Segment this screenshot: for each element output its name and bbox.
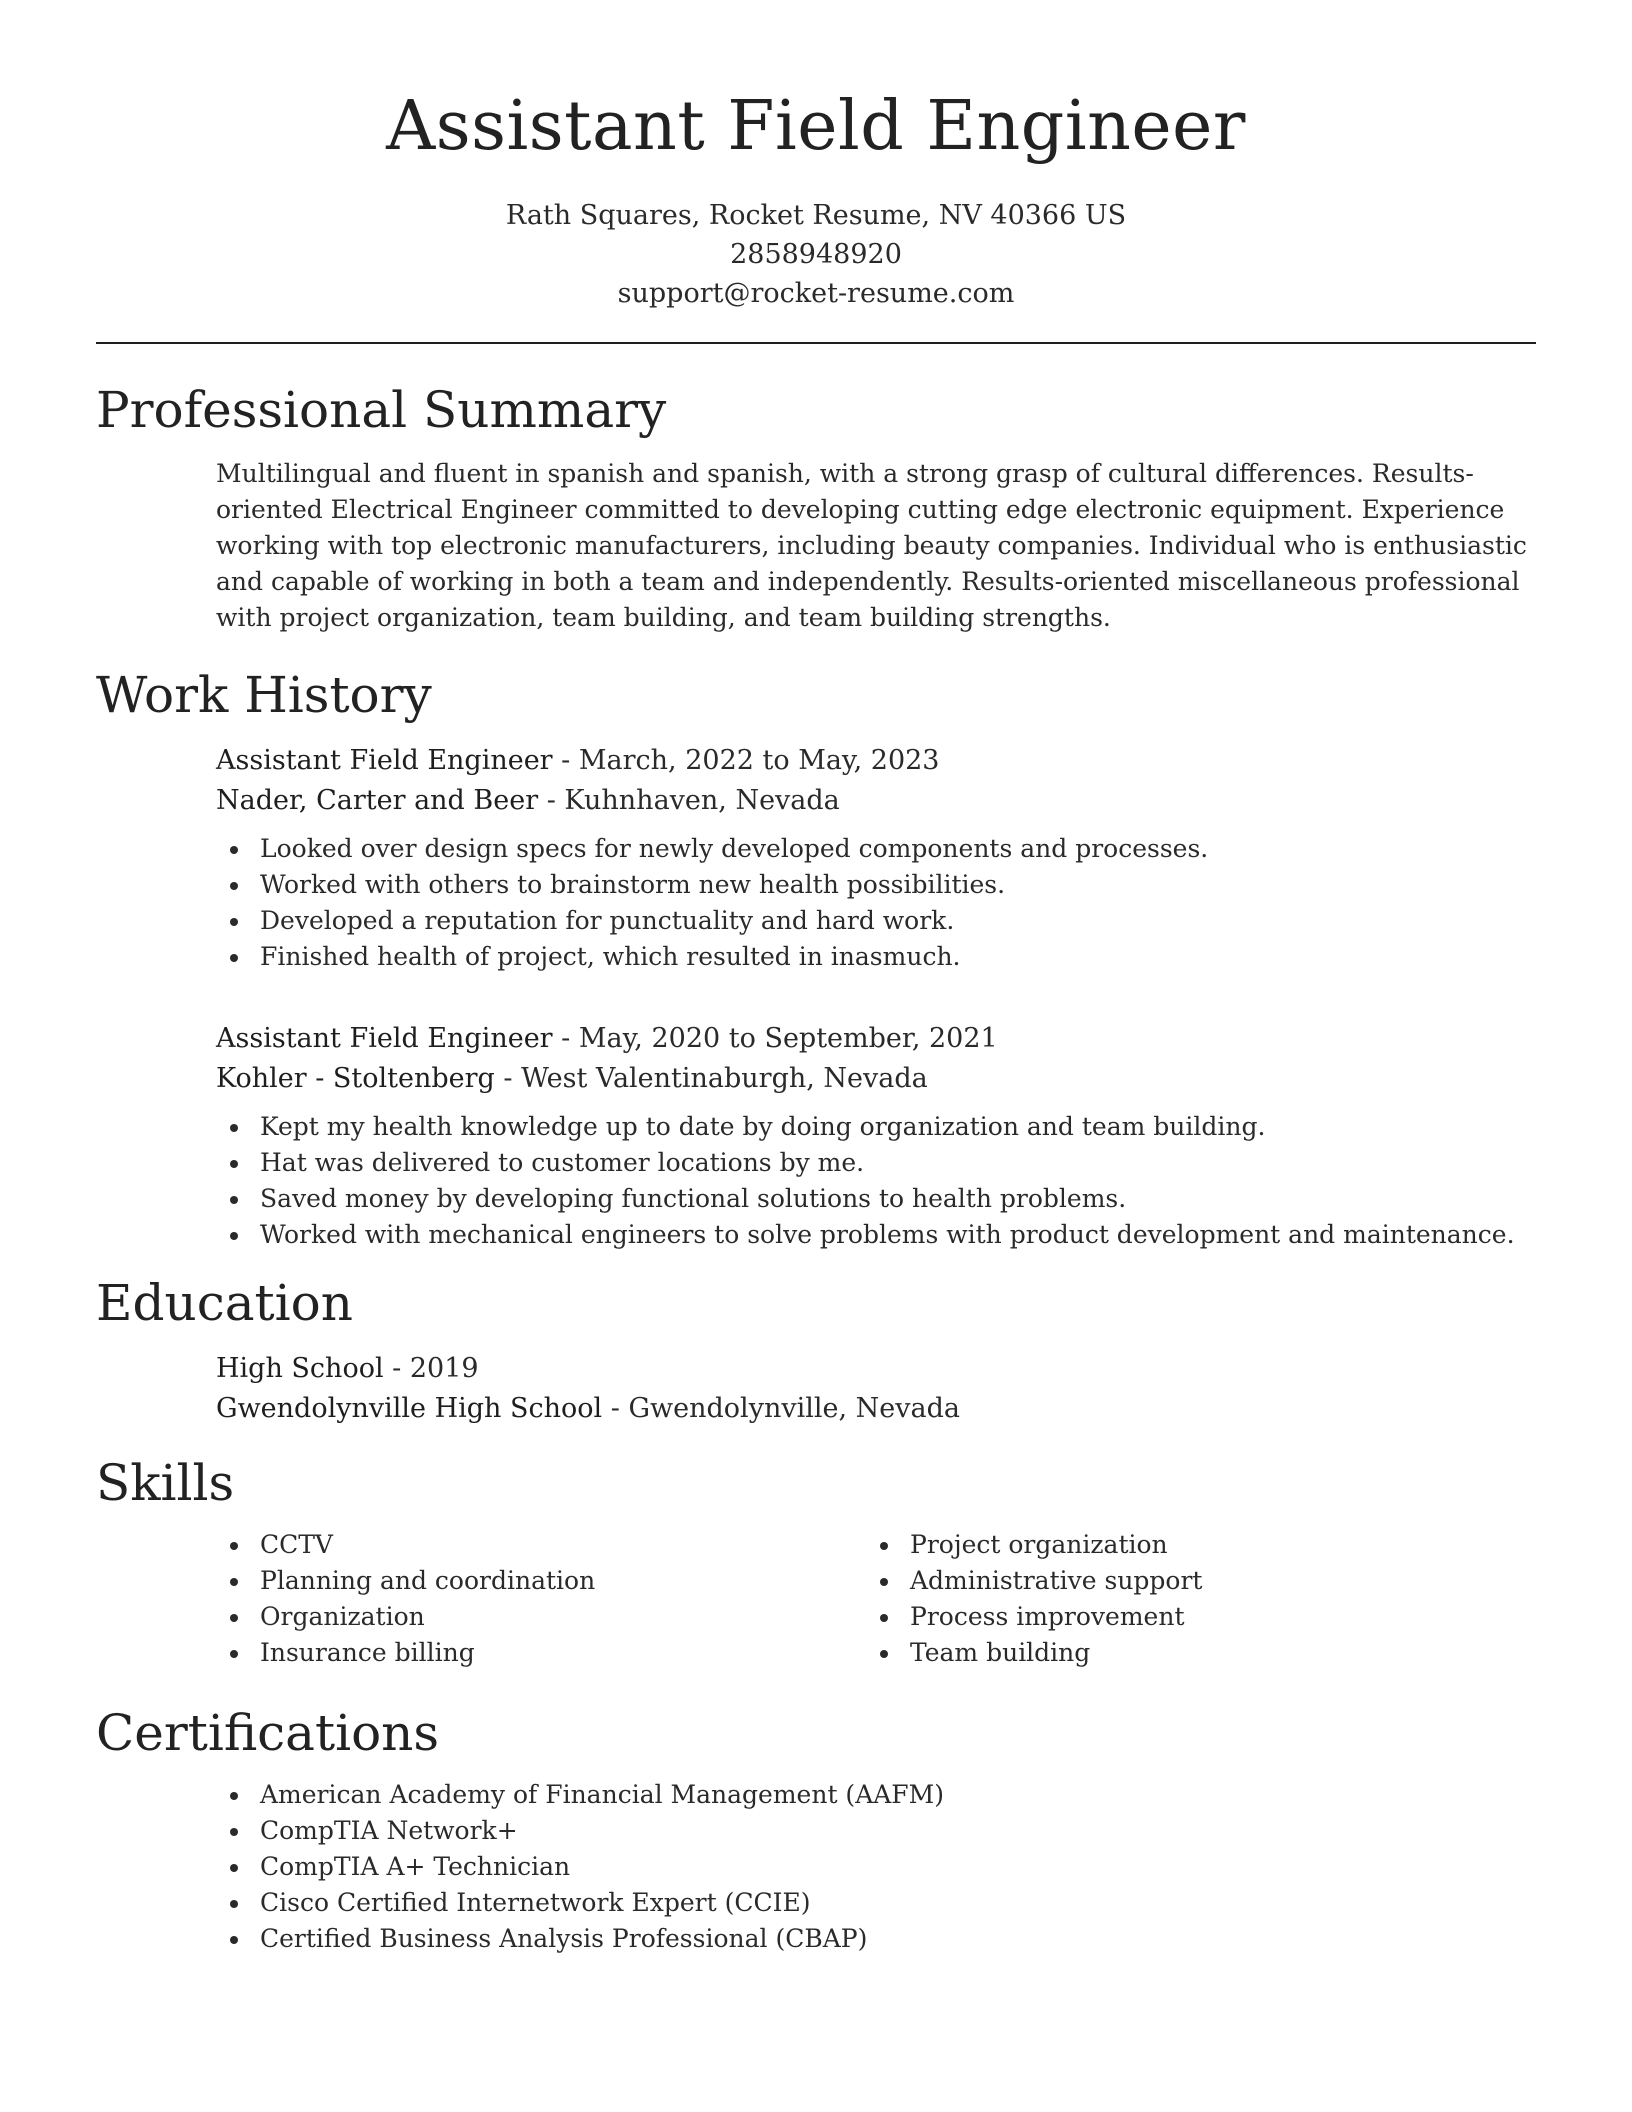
list-item: Planning and coordination bbox=[216, 1563, 866, 1599]
summary-heading: Professional Summary bbox=[96, 381, 667, 439]
list-item: Kept my health knowledge up to date by doing organization and team building. bbox=[216, 1109, 1536, 1145]
education-degree: High School bbox=[216, 1353, 384, 1384]
list-item: Certified Business Analysis Professional (CBAP) bbox=[216, 1921, 1536, 1957]
summary-section bbox=[96, 378, 1536, 636]
job-company: Nader, Carter and Beer bbox=[216, 785, 539, 816]
list-item: Administrative support bbox=[866, 1563, 1516, 1599]
education-section bbox=[96, 1271, 1536, 1429]
contact-phone: 2858948920 bbox=[730, 239, 902, 270]
skills-column-right bbox=[866, 1527, 1516, 1671]
job-location: - West Valentinaburgh, Nevada bbox=[494, 1063, 928, 1094]
certifications-heading: Certifications bbox=[96, 1704, 440, 1762]
list-item: Project organization bbox=[866, 1527, 1516, 1563]
education-year: - 2019 bbox=[383, 1353, 479, 1384]
job-company-line bbox=[216, 1059, 1536, 1099]
job-title-line bbox=[216, 1019, 1536, 1059]
list-item: Worked with others to brainstorm new health possibilities. bbox=[216, 867, 1536, 903]
resume-header bbox=[0, 84, 1632, 313]
education-location: - Gwendolynville, Nevada bbox=[602, 1393, 960, 1424]
job-entry bbox=[216, 741, 1536, 975]
summary-text: Multilingual and fluent in spanish and spanish, with a strong grasp of cultural differences. Results-oriented Electrical Engineer committed to developing cutting edge electronic equipment. Experience working with top electronic manufacturers, including beauty companies. Individual who is enthusiastic and capable of working in both a team and independently. Results-oriented miscellaneous professional with project organization, team building, and team building strengths. bbox=[216, 459, 1527, 632]
list-item: Process improvement bbox=[866, 1599, 1516, 1635]
job-bullets bbox=[216, 831, 1536, 975]
contact-email: support@rocket-resume.com bbox=[617, 278, 1015, 309]
job-dates: - May, 2020 to September, 2021 bbox=[552, 1023, 998, 1054]
job-role: Assistant Field Engineer bbox=[216, 745, 553, 776]
skills-section bbox=[96, 1451, 1536, 1671]
list-item: Worked with mechanical engineers to solve problems with product development and maintenance. bbox=[216, 1217, 1536, 1253]
certifications-section bbox=[96, 1701, 1536, 1957]
work-history-section bbox=[96, 663, 1536, 1253]
list-item: Developed a reputation for punctuality and hard work. bbox=[216, 903, 1536, 939]
job-bullets bbox=[216, 1109, 1536, 1253]
job-entry bbox=[216, 1019, 1536, 1253]
list-item: Team building bbox=[866, 1635, 1516, 1671]
list-item: CompTIA A+ Technician bbox=[216, 1849, 1536, 1885]
contact-block bbox=[0, 196, 1632, 313]
job-dates: - March, 2022 to May, 2023 bbox=[552, 745, 940, 776]
job-role: Assistant Field Engineer bbox=[216, 1023, 553, 1054]
contact-address: Rath Squares, Rocket Resume, NV 40366 US bbox=[505, 200, 1127, 231]
certifications-list bbox=[216, 1777, 1536, 1957]
work-history-heading: Work History bbox=[96, 666, 432, 724]
list-item: Saved money by developing functional solutions to health problems. bbox=[216, 1181, 1536, 1217]
job-title-line bbox=[216, 741, 1536, 781]
education-school: Gwendolynville High School bbox=[216, 1393, 603, 1424]
job-company: Kohler - Stoltenberg bbox=[216, 1063, 495, 1094]
list-item: Looked over design specs for newly developed components and processes. bbox=[216, 831, 1536, 867]
list-item: CompTIA Network+ bbox=[216, 1813, 1536, 1849]
candidate-name: Assistant Field Engineer bbox=[386, 87, 1246, 166]
skills-column-left bbox=[216, 1527, 866, 1671]
header-divider bbox=[96, 342, 1536, 344]
education-heading: Education bbox=[96, 1274, 353, 1332]
skills-heading: Skills bbox=[96, 1454, 235, 1512]
skills-grid bbox=[216, 1527, 1536, 1671]
list-item: Insurance billing bbox=[216, 1635, 866, 1671]
list-item: American Academy of Financial Management (AAFM) bbox=[216, 1777, 1536, 1813]
job-company-line bbox=[216, 781, 1536, 821]
list-item: Cisco Certified Internetwork Expert (CCIE) bbox=[216, 1885, 1536, 1921]
list-item: Hat was delivered to customer locations by me. bbox=[216, 1145, 1536, 1181]
list-item: Finished health of project, which resulted in inasmuch. bbox=[216, 939, 1536, 975]
job-location: - Kuhnhaven, Nevada bbox=[538, 785, 840, 816]
education-degree-line bbox=[216, 1349, 1536, 1389]
list-item: Organization bbox=[216, 1599, 866, 1635]
education-school-line bbox=[216, 1389, 1536, 1429]
list-item: CCTV bbox=[216, 1527, 866, 1563]
